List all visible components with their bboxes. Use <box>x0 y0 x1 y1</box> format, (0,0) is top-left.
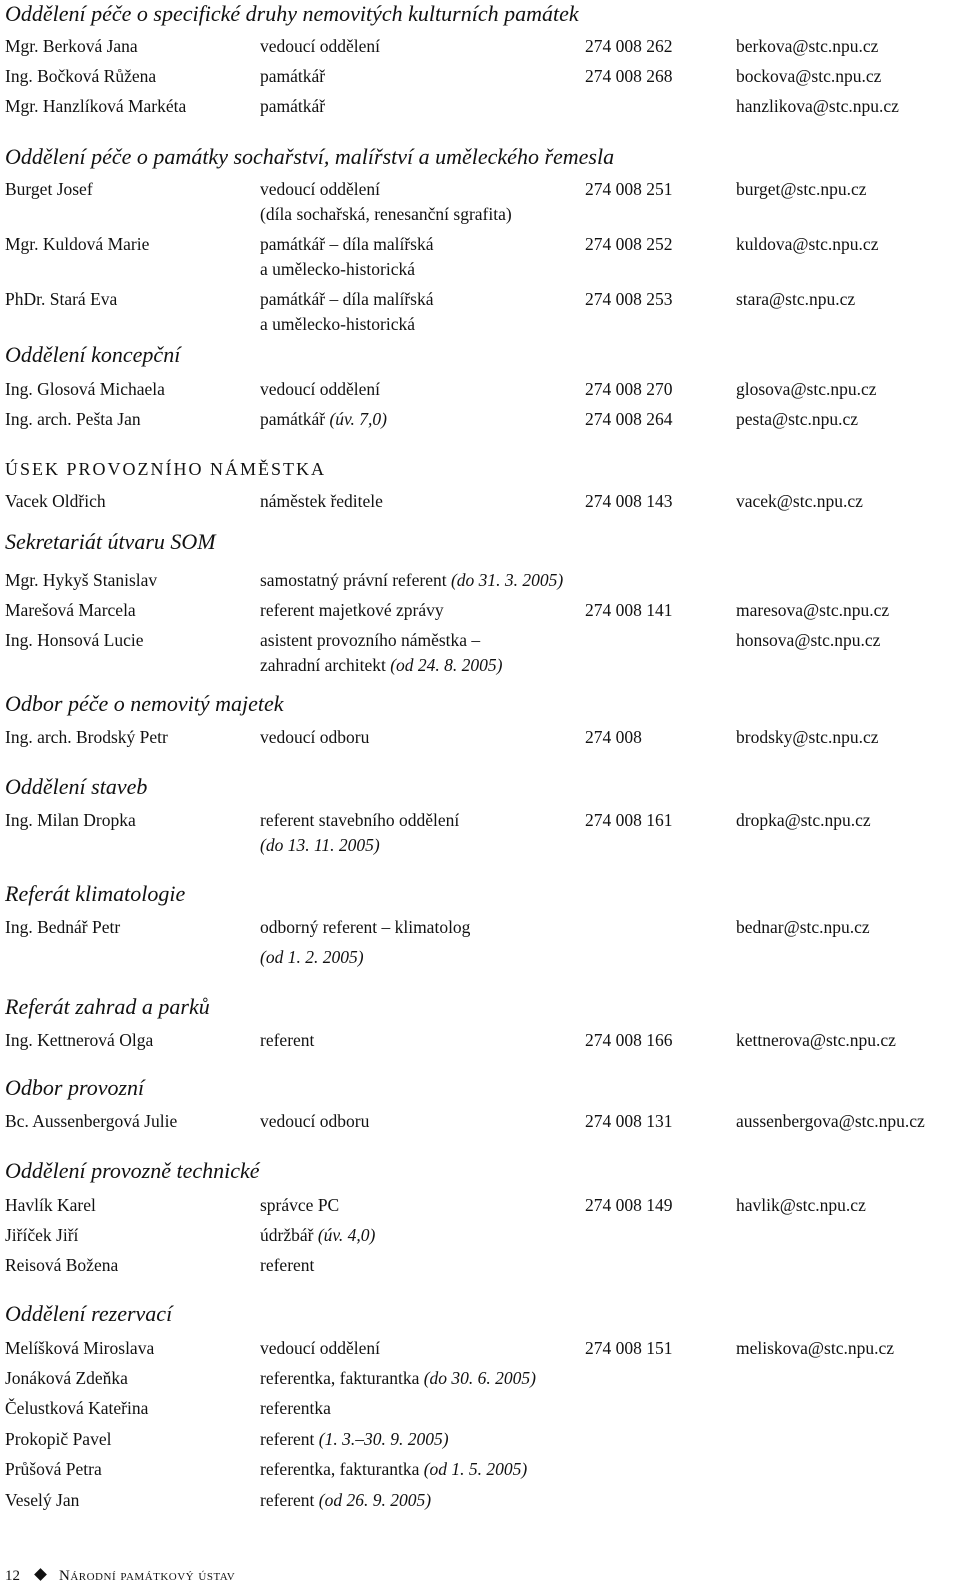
person-email[interactable]: vacek@stc.npu.cz <box>736 491 863 511</box>
person-phone: 274 008 262 <box>585 36 673 56</box>
person-phone: 274 008 264 <box>585 409 673 429</box>
person-name: Vacek Oldřich <box>5 491 106 511</box>
person-name: Mgr. Kuldová Marie <box>5 234 150 254</box>
person-email[interactable]: pesta@stc.npu.cz <box>736 409 859 429</box>
person-role <box>260 1224 375 1246</box>
person-name: Ing. arch. Pešta Jan <box>5 409 141 429</box>
person-email[interactable]: maresova@stc.npu.cz <box>736 600 890 620</box>
person-name: Havlík Karel <box>5 1195 96 1215</box>
person-role: vedoucí odboru <box>260 1111 370 1131</box>
section-heading: Oddělení staveb <box>5 774 148 799</box>
person-name: Bc. Aussenbergová Julie <box>5 1111 178 1131</box>
role-note: (od 24. 8. 2005) <box>390 655 503 675</box>
role-text: zahradní architekt <box>260 655 386 675</box>
person-email[interactable]: bednar@stc.npu.cz <box>736 917 870 937</box>
person-role-detail <box>260 654 503 676</box>
role-note: (od 1. 5. 2005) <box>423 1459 528 1479</box>
person-role <box>260 1428 449 1450</box>
role-note: (od 26. 9. 2005) <box>318 1490 432 1510</box>
person-role: vedoucí oddělení <box>260 36 381 56</box>
person-name: Ing. Glosová Michaela <box>5 379 165 399</box>
role-note: (1. 3.–30. 9. 2005) <box>318 1429 449 1449</box>
person-role: referentka <box>260 1398 331 1418</box>
person-role <box>260 1458 527 1480</box>
person-phone: 274 008 141 <box>585 600 673 620</box>
person-name: Jiříček Jiří <box>5 1225 79 1245</box>
section-heading: Sekretariát útvaru SOM <box>5 529 216 554</box>
person-name: Ing. Milan Dropka <box>5 810 136 830</box>
person-role: vedoucí oddělení <box>260 1338 381 1358</box>
person-phone: 274 008 252 <box>585 234 673 254</box>
person-name: Mgr. Hanzlíková Markéta <box>5 96 187 116</box>
section-heading: ÚSEK PROVOZNÍHO NÁMĚSTKA <box>5 459 327 479</box>
person-email[interactable]: bockova@stc.npu.cz <box>736 66 882 86</box>
section-heading: Oddělení péče o památky sochařství, malířství a uměleckého řemesla <box>5 144 615 169</box>
person-role: správce PC <box>260 1195 340 1215</box>
person-name: Ing. Bočková Růžena <box>5 66 157 86</box>
person-name: Melíšková Miroslava <box>5 1338 155 1358</box>
section-heading: Oddělení koncepční <box>5 342 181 367</box>
section-heading: Referát zahrad a parků <box>5 994 210 1019</box>
role-note: (úv. 4,0) <box>317 1225 376 1245</box>
person-name: Ing. Honsová Lucie <box>5 630 144 650</box>
diamond-icon <box>34 1568 47 1581</box>
person-role: náměstek ředitele <box>260 491 383 511</box>
person-role-detail: a umělecko-historická <box>260 314 416 334</box>
person-role: referent <box>260 1255 315 1275</box>
person-role <box>260 1367 536 1389</box>
footer-organization: Národní památkový ústav <box>59 1568 236 1584</box>
person-email[interactable]: kettnerova@stc.npu.cz <box>736 1030 896 1050</box>
person-phone: 274 008 251 <box>585 179 673 199</box>
person-name: Jonáková Zdeňka <box>5 1368 128 1388</box>
role-text: referent <box>260 1429 315 1449</box>
person-phone: 274 008 268 <box>585 66 673 86</box>
person-phone: 274 008 149 <box>585 1195 673 1215</box>
person-phone: 274 008 131 <box>585 1111 673 1131</box>
person-role: referent majetkové zprávy <box>260 600 444 620</box>
person-phone: 274 008 253 <box>585 289 673 309</box>
person-role: památkář – díla malířská <box>260 289 434 309</box>
person-name: Prokopič Pavel <box>5 1429 112 1449</box>
role-text: referentka, fakturantka <box>260 1368 420 1388</box>
person-phone: 274 008 143 <box>585 491 673 511</box>
page-number: 12 <box>5 1568 20 1584</box>
section-heading: Oddělení provozně technické <box>5 1158 260 1183</box>
person-email[interactable]: dropka@stc.npu.cz <box>736 810 871 830</box>
section-heading: Oddělení péče o specifické druhy nemovitých kulturních památek <box>5 1 579 26</box>
person-phone: 274 008 270 <box>585 379 673 399</box>
person-name: Mgr. Hykyš Stanislav <box>5 570 158 590</box>
role-note: (do 31. 3. 2005) <box>450 570 564 590</box>
person-name: PhDr. Stará Eva <box>5 289 118 309</box>
person-name: Reisová Božena <box>5 1255 119 1275</box>
person-role: památkář – díla malířská <box>260 234 434 254</box>
role-text: samostatný právní referent <box>260 570 447 590</box>
person-name: Burget Josef <box>5 179 93 199</box>
role-text: údržbář <box>260 1225 314 1245</box>
person-phone: 274 008 <box>585 727 642 747</box>
person-name: Marešová Marcela <box>5 600 136 620</box>
page-footer <box>5 1568 235 1585</box>
role-note: (do 13. 11. 2005) <box>260 835 380 855</box>
person-role-detail: (díla sochařská, renesanční sgrafita) <box>260 204 512 224</box>
role-note: (do 30. 6. 2005) <box>423 1368 537 1388</box>
person-phone: 274 008 151 <box>585 1338 673 1358</box>
section-heading: Odbor provozní <box>5 1075 145 1100</box>
role-note: (od 1. 2. 2005) <box>260 947 364 967</box>
role-note: (úv. 7,0) <box>329 409 387 429</box>
person-phone: 274 008 166 <box>585 1030 673 1050</box>
person-phone: 274 008 161 <box>585 810 673 830</box>
person-name: Ing. Bednář Petr <box>5 917 121 937</box>
person-name: Průšová Petra <box>5 1459 102 1479</box>
person-email[interactable]: stara@stc.npu.cz <box>736 289 856 309</box>
person-email[interactable]: aussenbergova@stc.npu.cz <box>736 1111 925 1131</box>
person-email[interactable]: meliskova@stc.npu.cz <box>736 1338 895 1358</box>
person-name: Mgr. Berková Jana <box>5 36 138 56</box>
person-name: Ing. arch. Brodský Petr <box>5 727 168 747</box>
person-role: asistent provozního náměstka – <box>260 630 481 650</box>
person-email[interactable]: kuldova@stc.npu.cz <box>736 234 879 254</box>
person-email[interactable]: glosova@stc.npu.cz <box>736 379 877 399</box>
person-role-detail: a umělecko-historická <box>260 259 416 279</box>
person-email[interactable]: burget@stc.npu.cz <box>736 179 867 199</box>
person-name: Ing. Kettnerová Olga <box>5 1030 154 1050</box>
section-heading: Odbor péče o nemovitý majetek <box>5 691 284 716</box>
person-role <box>260 408 387 430</box>
role-text: památkář <box>260 409 326 429</box>
person-email[interactable]: havlik@stc.npu.cz <box>736 1195 866 1215</box>
person-role: památkář <box>260 66 326 86</box>
person-email[interactable]: honsova@stc.npu.cz <box>736 630 881 650</box>
person-role: vedoucí oddělení <box>260 379 381 399</box>
person-role <box>260 1489 431 1511</box>
person-role: památkář <box>260 96 326 116</box>
person-role <box>260 569 563 591</box>
role-text: referentka, fakturantka <box>260 1459 420 1479</box>
person-role: referent stavebního oddělení <box>260 810 460 830</box>
person-role: odborný referent – klimatolog <box>260 917 471 937</box>
role-text: referent <box>260 1490 315 1510</box>
person-email[interactable]: hanzlikova@stc.npu.cz <box>736 96 899 116</box>
section-heading: Oddělení rezervací <box>5 1301 173 1326</box>
person-email[interactable]: brodsky@stc.npu.cz <box>736 727 879 747</box>
person-role: vedoucí odboru <box>260 727 370 747</box>
person-name: Čelustková Kateřina <box>5 1398 149 1418</box>
person-role: vedoucí oddělení <box>260 179 381 199</box>
person-role: referent <box>260 1030 315 1050</box>
person-email[interactable]: berkova@stc.npu.cz <box>736 36 879 56</box>
section-heading: Referát klimatologie <box>5 881 186 906</box>
person-name: Veselý Jan <box>5 1490 80 1510</box>
